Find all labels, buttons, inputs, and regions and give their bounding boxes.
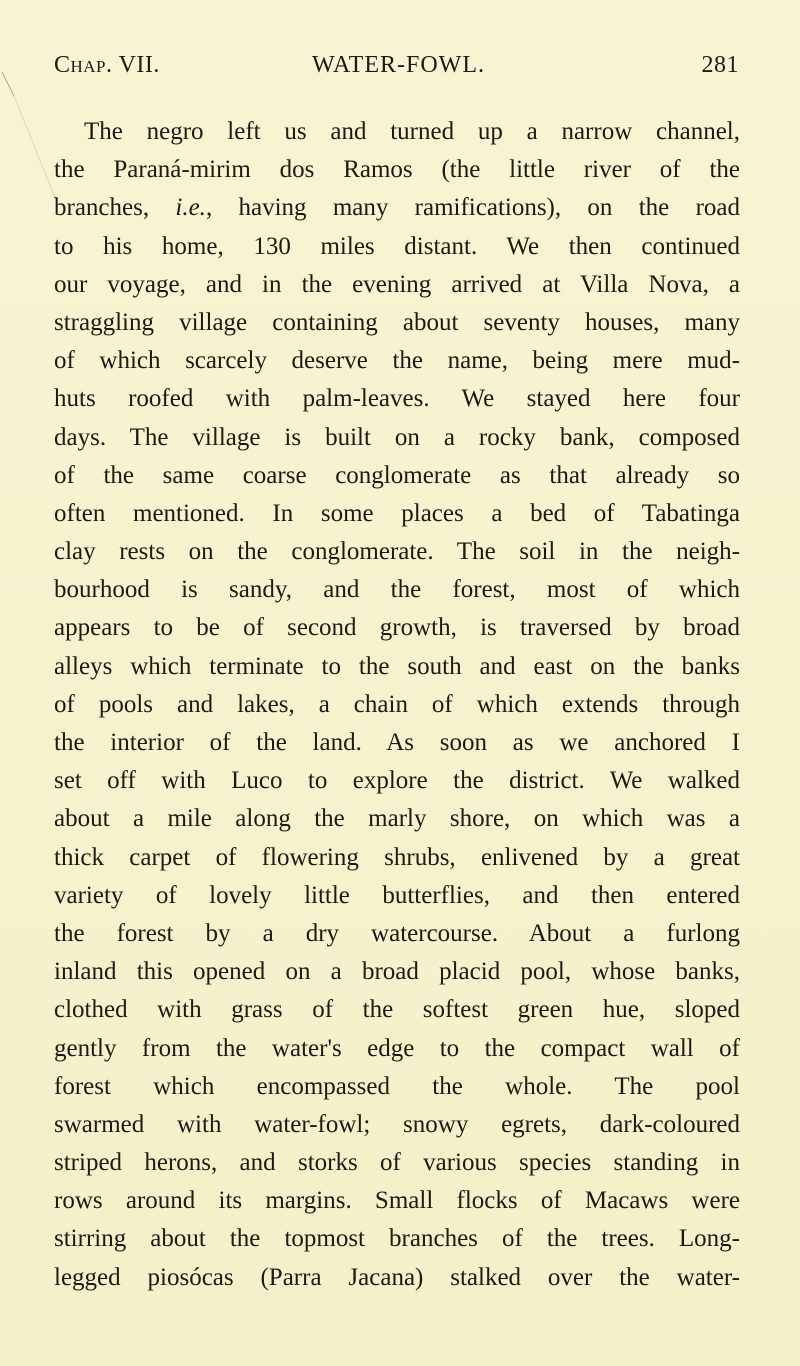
text-line: variety of lovely little butterflies, and then entered <box>54 881 740 909</box>
text-line: striped herons, and storks of various species standing in <box>54 1149 740 1177</box>
text-line: clothed with grass of the softest green hue, sloped <box>54 996 740 1024</box>
page-number: 281 <box>701 52 739 78</box>
running-header <box>54 52 739 84</box>
text-line: of pools and lakes, a chain of which extends through <box>54 690 740 718</box>
text-line: stirring about the topmost branches of the trees. Long- <box>54 1225 740 1253</box>
text-line: set off with Luco to explore the district. We walked <box>54 767 740 795</box>
text-line: our voyage, and in the evening arrived at Villa Nova, a <box>54 270 740 298</box>
running-title: WATER-FOWL. <box>312 52 485 78</box>
text-line: The negro left us and turned up a narrow channel, <box>84 118 740 145</box>
text-line: rows around its margins. Small flocks of Macaws were <box>54 1187 740 1215</box>
text-line: the interior of the land. As soon as we anchored I <box>54 729 740 756</box>
text-line: of the same coarse conglomerate as that already so <box>54 461 740 489</box>
text-line: alleys which terminate to the south and east on the banks <box>54 652 740 680</box>
text-line: of which scarcely deserve the name, being mere mud- <box>54 347 740 375</box>
text-line: swarmed with water-fowl; snowy egrets, dark-coloured <box>54 1110 740 1138</box>
text-line: the Paraná-mirim dos Ramos (the little river of the <box>54 156 740 184</box>
text-line: straggling village containing about seventy houses, many <box>54 308 740 336</box>
text-line: legged piosócas (Parra Jacana) stalked over the water- <box>54 1263 740 1291</box>
text-line: appears to be of second growth, is traversed by broad <box>54 614 740 642</box>
text-line: huts roofed with palm-leaves. We stayed here four <box>54 385 740 413</box>
text-line: about a mile along the marly shore, on which was a <box>54 805 740 833</box>
text-line: thick carpet of flowering shrubs, enlivened by a great <box>54 843 740 871</box>
text-line: gently from the water's edge to the compact wall of <box>54 1034 740 1062</box>
margin-pencil-mark <box>0 70 60 210</box>
text-line: forest which encompassed the whole. The pool <box>54 1072 740 1100</box>
text-line: branches, i.e., having many ramifications), on the road <box>54 194 740 222</box>
text-line: often mentioned. In some places a bed of Tabatinga <box>54 499 740 527</box>
text-line: to his home, 130 miles distant. We then continued <box>54 232 740 260</box>
text-line: days. The village is built on a rocky bank, composed <box>54 423 740 451</box>
text-line: the forest by a dry watercourse. About a furlong <box>54 919 740 947</box>
text-line: inland this opened on a broad placid pool, whose banks, <box>54 958 740 986</box>
text-line: bourhood is sandy, and the forest, most of which <box>54 576 740 604</box>
chapter-label: Chap. VII. <box>54 52 160 78</box>
text-line: clay rests on the conglomerate. The soil in the neigh- <box>54 538 740 566</box>
body-paragraph <box>54 113 740 1297</box>
